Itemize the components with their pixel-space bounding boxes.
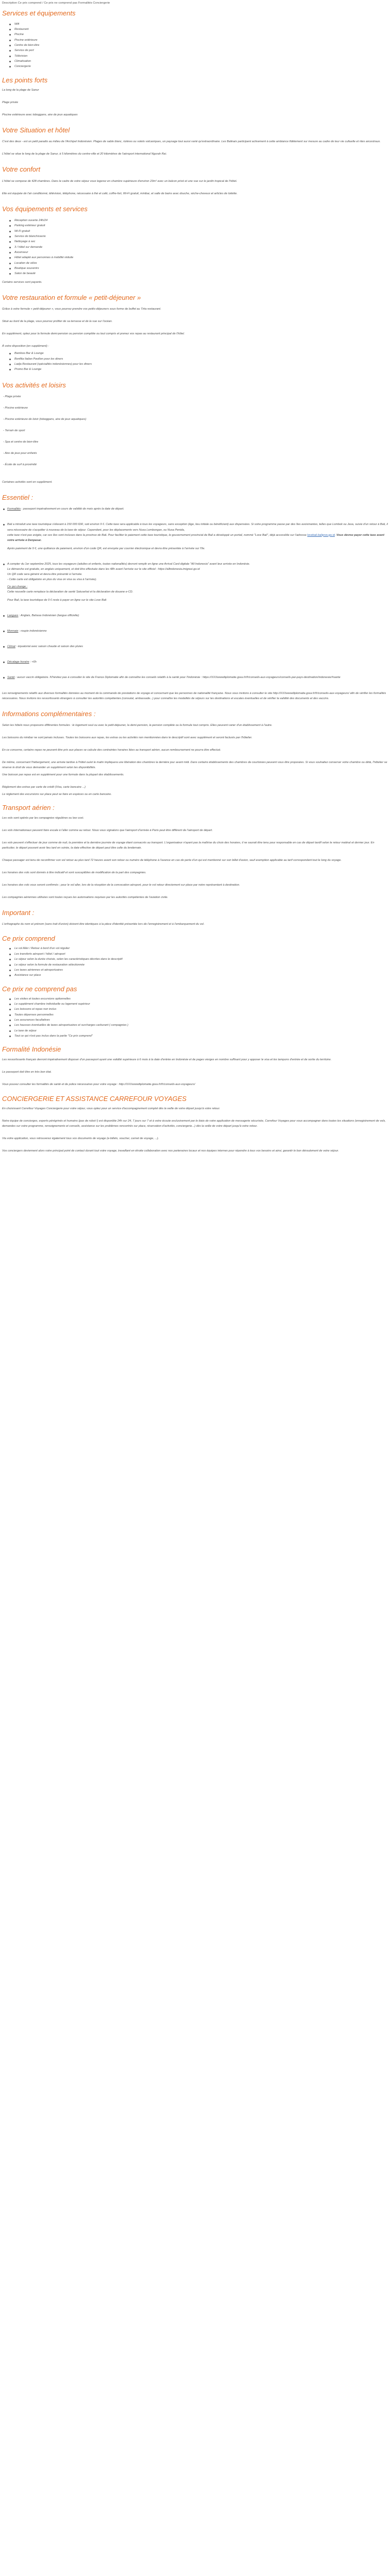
list-item: Les taxes aériennes et aéroportuaires <box>8 968 388 973</box>
list-item: Les boissons et repas non inclus <box>8 1007 388 1012</box>
essential-closing: Les renseignements relatifs aux diverses formalités données au moment de la commande de prestations de voyage et concernant que les personnes de nationalité française. Nous vous invitons à consulter le site http://XXXwwwdiplomatie.gouv.fr/fr/conseils-aux-voyageurs/ afin de vérifier les formalités nécessaires. Nous invitons les ressortissants étrangers à consulter les autorités compétentes (consulat, ambassade...) pour connaître les modalités de séjours sur les destinations et escales éventuelles et de vérifier la validité des documents et des vaccins. <box>2 691 386 700</box>
essential-heading: Essentiel : <box>2 494 33 502</box>
essential-text: Cette nouvelle carte remplace la déclaration de santé Satusehat et la déclaration de douane e-CD. <box>7 590 134 594</box>
essential-text: : +6h <box>29 660 37 664</box>
activity-line: - Piscine extérieure <box>3 406 28 410</box>
list-item: Centre de bien-être <box>8 43 388 48</box>
concierge-paragraph: Vos conciergers deviennent alors votre principal point de contact durant tout votre voyage, travaillant en étroite collaboration avec nos partenaires locaux et nos équipes internes pour répondre à tous vos besoins et ainsi, garantir le bon déroulement de votre séjour. <box>2 1149 339 1153</box>
essential-text: Bali a introduit une taxe touristique s'élevant à 150 000 IDR, soit environ 9 €. Cette taxe sera applicable à tous les voyageurs, sans exception (âge, lieu initiale ou bénéficiant) aux dispensées. Si votre programme passe par des îles avoisinantes, telles que Lombok ou Java, suivie d'un retour à Bali, il sera nécessaire de s'acquitter à nouveau de la taxe de séjour. Cependant, pour les déplacements vers Nusa Lembongan, ou Nusa Penida, <box>7 523 388 532</box>
list-item: Ascenseur <box>8 250 388 255</box>
transport-paragraph: Les compagnies aériennes utilisées sont toutes reçues les autorisations requises par les autorités compétentes de l'aviation civile. <box>2 895 168 899</box>
essential-formalities <box>2 506 388 512</box>
list-item: Le vol Aller / Retour à bord d'un vol régulier <box>8 946 388 951</box>
formality-paragraph: Le passeport doit être en très bon état. <box>2 1070 52 1074</box>
complementary-paragraph: Réglement des extras par carte de crédit (Visa, carte bancaire ...) <box>2 786 86 789</box>
concierge-paragraph: Notre équipe de concierges, experts pérégrinés et humains (pas de robot !) est disponible 24h sur 24, 7 jours sur 7 et à votre écoute exclusivement par le biais de votre application de messagerie sécurisée, Carrefour Voyages pour vous accompagner dans toutes les situations (enregistrement de vols, demandes sur votre programme, renseignements et conseils, assistance sur les problèmes rencontrés sur place, réservation d'activités, conciergerie...) dès la veille de votre départ jusqu'à votre retour. <box>2 1120 386 1128</box>
essential-text: : roupie indonésienne <box>18 630 47 633</box>
formality-paragraph: Les ressortissants français devront impérativement disposer d'un passeport ayant une validité supérieure à 6 mois à la date d'entrée en Indonésie et de pages vierges en nombre suffisant pour y apposer le visa et les tampons d'entrée et de sortie du territoire. <box>2 1058 332 1061</box>
list-item: Salon de beauté <box>8 271 388 276</box>
formality-paragraph: Vous pouvez consulter les formalités de santé et de police nécessaires pour votre voyage : http://XXXwwwdiplomatie.gouv.fr/fr/conseils-aux-voyageurs/ <box>2 1082 196 1086</box>
comfort-heading: Votre confort <box>2 165 40 174</box>
list-item: Location de vélos <box>8 261 388 266</box>
restaurant-paragraph: En supplément, optez pour la formule demi-pension ou pension complète ou tout compris et prenez vos repas au restaurant principal de l'hôtel. <box>2 332 185 336</box>
essential-text: Le démarche est gratuite, en anglais uniquement, et doit être effectuée dans les 48h avant l'arrivée sur le site officiel : https://allindonesia.imigrasi.go.id <box>7 567 200 571</box>
essential-label: Décalage horaire <box>7 660 29 664</box>
essential-text: Ce qui change : <box>7 585 28 589</box>
list-item: Promo Bar & Lounge <box>8 367 388 372</box>
activity-line: - Terrain de sport <box>3 429 25 432</box>
activities-heading: Vos activités et loisirs <box>2 381 66 389</box>
list-item: Piscine <box>8 32 388 37</box>
list-item: Conciergerie <box>8 64 388 69</box>
essential-arrival-card <box>2 562 388 603</box>
list-item: Les assurances facultatives <box>8 1018 388 1023</box>
highlights-heading: Les points forts <box>2 76 48 84</box>
concierge-paragraph: Via votre application, vous retrouverez également tous vos documents de voyage (e-billets, voucher, carnet de voyage, ...). <box>2 1137 159 1141</box>
page <box>0 0 391 1173</box>
list-item: Wifi <box>8 22 388 27</box>
highlight-line: Piscine extérieure avec toboggans, aire de jeux aquatiques <box>2 113 78 117</box>
equipment-heading: Vos équipements et services <box>2 205 88 213</box>
essential-text: : aucun vaccin obligatoire. N'hésitez pas à consulter le site de France Diplomatie afin de connaître les conseils relatifs à la santé pour l'Indonésie : https://XXXwwwdiplomatie.gouv.fr/fr/conseils-aux-voyageurs/conseils-par-pays-destination/indonesie/#sante <box>14 676 340 680</box>
list-item: Les visites et toutes excursions optionnelles <box>8 996 388 1002</box>
complementary-paragraph: Le règlement des excursions sur place peut se faire en espèces ou en carte bancaire. <box>2 793 112 796</box>
comfort-paragraph: L'hôtel se compose de 428 chambres. Dans le cadre de votre séjour vous logerez en chambre supérieure d'environ 23m² avec un balcon privé et une vue sur le jardin tropical de l'hôtel. <box>2 179 237 183</box>
excluded-heading: Ce prix ne comprend pas <box>2 985 77 993</box>
highlight-line: La long de la plage de Sanur <box>2 88 39 92</box>
location-paragraph: C'est des deux - est un petit paradis au milieu de l'Archipel Indonésien. Plages de sable blanc, rizières ou volets volcaniques, un paysage tout aussi varié qu'extraordinaire. Les Balinais participent activement à cette ambiance fidèlement sur mesure au cadre de leur vie cultuelle et rites ancestraux. <box>2 140 381 144</box>
list-item: Piscine extérieure <box>8 38 388 43</box>
complementary-paragraph: En ce concerne, certains repas ne peuvent être pris aux places se calcule des contraintes horaires liées au transport aérien, aucun remboursement ne pourra être effectué. <box>2 748 221 752</box>
list-item: Les transferts aéroport / hôtel / aéroport <box>8 952 388 957</box>
essential-text: Après paiement de 9 €, une quittance de paiement, environ d'un code QR, est envoyée par courrier électronique et devra être présentée à l'arrivée sur l'île. <box>7 547 205 550</box>
list-item: Nettoyage à sec <box>8 239 388 244</box>
essential-text: Un QR code sera généré et devra être présenté à l'arrivée. <box>7 572 83 576</box>
list-item: 3 / hôtel sur demande <box>8 245 388 250</box>
activity-line: - Plage privée <box>3 395 21 398</box>
comfort-paragraph: Elle est équipée de l'air conditionné, télévision, téléphone, nécessaire à thé et café, coffre-fort, Wi-Fi gratuit, minibar, et salle de bains avec douche, sèche-cheveux et articles de toilette. <box>2 192 238 195</box>
equipment-list <box>2 218 388 277</box>
essential-text: : équatorial avec saison chaude et saison des pluies <box>15 645 83 649</box>
essential-currency <box>2 629 388 634</box>
list-item: Le séjour selon la formule de restauration sélectionnée <box>8 962 388 968</box>
restaurant-paragraph: À votre disposition (en supplément) : <box>2 345 49 348</box>
list-item: Toutes dépenses personnelles <box>8 1012 388 1018</box>
activity-line: - Piscine extérieure de loisir (toboggans, aire de jeux aquatiques) <box>3 417 87 421</box>
essential-timezone <box>2 659 388 665</box>
transport-paragraph: Les vols sont opérés par les compagnies régulières ou low cost. <box>2 816 84 820</box>
essential-text: - Cette carte est obligatoire en plus du visa on visa ou visa à l'arrivée). <box>7 578 97 581</box>
list-item: Le supplément chambre individuelle ou logement supérieur <box>8 1002 388 1007</box>
essential-label: Santé <box>7 676 15 680</box>
complementary-paragraph: Une boisson par repas est en supplément pour une formule dans la plupart des établissements. <box>2 773 124 777</box>
list-item: Parking extérieur gratuit <box>8 223 388 228</box>
essential-tax: Bali a introduit une taxe touristique s'élevant à 150 000 IDR, soit environ 9 €. Cette taxe sera applicable à tous les voyageurs, sans exception (âge, lieu initiale ou bénéficiant) aux dispensées. Si votre programme passe par des îles avoisinantes, telles que Lombok ou Java, suivie d'un retour à Bali, il sera nécessaire de s'acquitter à nouveau de la taxe de séjour. Cependant, pour les déplacements vers Nusa Lembongan, ou Nusa Penida, cette taxe n'est pas exigée, car ces îles sont incluses dans la province de Bali. Pour faciliter le paiement cette taxe touristique, le gouvernement provincial de Bali a développé un portail, nommé "Love Bali", déjà accessible sur l'adresse lovebali.baliprov.go.id. Vous devrez payer cette taxe avant votre arrivée à Denpasar. Après paiement de 9 €, une quittance de paiement, environ d'un code QR, est envoyée par courrier électronique et devra être présentée à l'arrivée sur l'île. <box>2 522 388 551</box>
included-list <box>2 946 388 978</box>
list-item: Le taxe de séjour <box>8 1028 388 1033</box>
love-bali-link[interactable]: lovebali.baliprov.go.id <box>307 533 335 537</box>
location-paragraph: L'hôtel se situe le long de la plage de Sanur, à 5 kilomètres du centre-ville et 20 kilomètres de l'aéroport international Ngurah Rai. <box>2 152 167 156</box>
list-item: Wi-Fi gratuit <box>8 229 388 234</box>
list-item: Hôtel adapté aux personnes à mobilité réduite <box>8 255 388 260</box>
restaurant-paragraph: Situé au bord de la plage, vous pourrez profiter de sa terrasse et de la vue sur l'océan. <box>2 319 113 323</box>
essential-label: Monnaie <box>7 630 19 633</box>
activity-line: - École de surf à proximité <box>3 463 37 467</box>
essential-languages <box>2 613 388 618</box>
complementary-paragraph: Les boissons du minibar ne sont jamais incluses. Toutes les boissons aux repas, les extras ou les activités non mentionnées dans le descriptif sont avec supplément et seront facturés par l'hôtelier. <box>2 736 253 739</box>
highlight-line: Plage privée <box>2 100 19 104</box>
services-heading: Services et équipements <box>2 9 76 18</box>
transport-paragraph: Chaque passager est tenu de reconfirmer son vol retour au plus tard 72 heures avant son retour ou numéro de téléphone à l'avance en cas de perte d'un qui est mentionné sur son billet d'avion, sauf exemption applicable au tarif correspondant tout le long du voyage. <box>2 858 342 862</box>
list-item: Service de blanchisserie <box>8 234 388 239</box>
list-item: Bamboo Bar & Lounge <box>8 351 388 356</box>
equipment-note: Certains services sont payants. <box>2 280 42 284</box>
essential-label: Formalités <box>7 507 21 511</box>
essential-text: A compter du 1er septembre 2025, tous les voyageurs (adultes et enfants, toutes nationalités) devront remplir en ligne une Arrival Card digitale "All Indonesia" avant leur arrivée en Indonésie. <box>7 562 250 566</box>
essential-health <box>2 675 388 680</box>
essential-text: cette taxe n'est pas exigée, car ces îles sont incluses dans la province de Bali. Pour faciliter le paiement cette taxe touristique, le gouvernement provincial de Bali a développé un portail, nommé "Love Bali", déjà accessible sur l'adresse <box>7 533 307 537</box>
list-item: Bonfilia Italian Pavilion pour les diners <box>8 357 388 362</box>
essential-label: Climat <box>7 645 15 649</box>
transport-paragraph: Les vols peuvent s'effectuer de jour comme de nuit, la première et la dernière journée de voyage étant consacrés au transport. L'organisateur n'ayant pas la maîtrise du choix des horaires, il ne saurait être tenu pour responsable en cas de départ tardif selon le retour matinal et dernier jour. En particulier, le départ pouvant avoir lieu tard en soirée, la date effective de départ peut être celle du lendemain. <box>2 841 374 850</box>
transport-paragraph: Les vols internationaux peuvent faire escale à l'aller comme au retour. Nous vous signalons que l'aéroport d'arrivée à Paris peut être différent de l'aéroport de départ. <box>2 828 213 832</box>
complementary-heading: Informations complémentaires : <box>2 709 96 718</box>
essential-text: : passeport impérativement en cours de validité de mois après la date de départ. <box>21 507 124 511</box>
included-heading: Ce prix comprend <box>2 935 55 943</box>
list-item: Les hausses éventuelles de taxes aéroportuaires et surcharges carburant ( compagnies ) <box>8 1023 388 1028</box>
list-item: Assistance sur place <box>8 973 388 978</box>
list-item: Climatisation <box>8 59 388 64</box>
activity-line: - Spa et centre de bien-être <box>3 440 39 444</box>
complementary-paragraph: De même, concernant l'hébergement, une arrivée tardive à l'hôtel ou/et le matin impliquera une libération des chambres la dernière jour avant midi. Dans certains établissements des chambres de courtoisies peuvent vous être proposées. Si vous souhaitez conserver votre chambre ou détà, l'hôtelier se réserve le droit de vous demander un supplément selon les disponibilités. <box>2 761 387 770</box>
restaurant-paragraph: Grâce à votre formule « petit-déjeuner », vous pourrez prendre vos petits-déjeuners sous forme de buffet au Tirta restaurant. <box>2 307 161 311</box>
important-heading: Important : <box>2 909 35 917</box>
essential-label: Langues <box>7 614 19 618</box>
essential-text: Vous devrez payer cette taxe avant votre arrivée à Denpasar. <box>7 533 384 542</box>
activity-line: - Aire de jeux pour enfants <box>3 452 37 455</box>
important-paragraph: L'orthographe du nom et prénom (sans trait d'union) doivent être identiques à la pièce d'identité présentée lors de l'enregistrement et à l'embarquement du vol. <box>2 923 205 926</box>
list-item: Télévision <box>8 54 388 59</box>
essential-text: Pour Bali, la taxe touristique de 9 € reste à payer en ligne sur le site Love Bali <box>7 599 107 602</box>
formality-heading: Formalité Indonésie <box>2 1045 61 1054</box>
essential-climate <box>2 644 388 649</box>
transport-paragraph: Les horaires des vols vous seront confirmés ; pour le vol aller, lors de la réception de la convocation aéroport, pour le vol retour directement sur place par notre représentant à destination. <box>2 883 240 887</box>
list-item: Ladja Restaurant (spécialités indonésiennes) pour les diners <box>8 362 388 367</box>
transport-heading: Transport aérien : <box>2 804 55 812</box>
location-heading: Votre Situation et hôtel <box>2 126 70 134</box>
complementary-paragraph: Selon les hôtels nous proposons différentes formules : le logement seul ou avec le petit-déjeuner, la demi-pension, la pension complète ou la formule tout compris. Elles peuvent varier d'un établissement à l'autre. <box>2 723 272 727</box>
list-item: Restaurant <box>8 27 388 32</box>
list-item: Boutique souvenirs <box>8 266 388 271</box>
list-item: Service de port <box>8 48 388 53</box>
list-item: Réception ouverte 24h/24 <box>8 218 388 223</box>
list-item: Tout ce qui n'est pas inclus dans la partie "Ce prix comprend" <box>8 1033 388 1039</box>
list-item: Le séjour selon la durée choisie, selon les caractéristiques décrites dans le descriptif <box>8 957 388 962</box>
excluded-list <box>2 996 388 1039</box>
activities-note: Certaines activités sont en supplément. <box>2 481 53 484</box>
restaurant-list <box>2 351 388 372</box>
transport-paragraph: Les horaires des vols sont donnés à titre indicatif et sont susceptibles de modification de la part des compagnies. <box>2 871 146 874</box>
tab-links[interactable]: Description Ce prix comprend / Ce prix ne comprend pas Formalités Conciergerie <box>2 2 110 5</box>
services-list <box>2 22 388 70</box>
restaurant-heading: Votre restauration et formule « petit-déjeuner » <box>2 293 141 301</box>
concierge-heading: CONCIERGERIE ET ASSISTANCE CARREFOUR VOYAGES <box>2 1094 187 1103</box>
concierge-paragraph: En choisissant Carrefour Voyages Conciergerie pour votre séjour, vous optez pour un service d'accompagnement complet dès la veille de votre départ jusqu'à votre retour. <box>2 1107 220 1111</box>
essential-text: : Anglais, Bahasa Indonésien (langue officielle) <box>18 614 79 618</box>
